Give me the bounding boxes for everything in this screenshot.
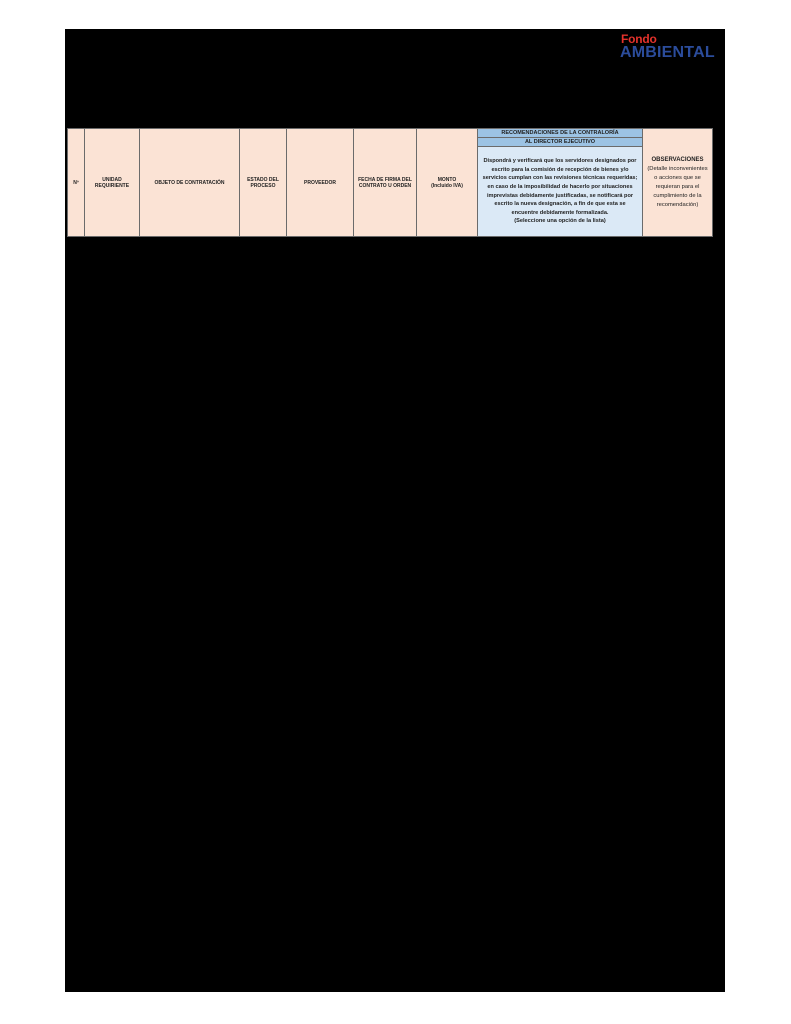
- header-proveedor: PROVEEDOR: [287, 129, 354, 237]
- recomendaciones-title: RECOMENDACIONES DE LA CONTRALORÍA: [478, 129, 643, 138]
- contract-table-grid: [67, 128, 713, 237]
- header-monto-sub: (Incluido IVA): [431, 182, 463, 189]
- recomendaciones-body: [478, 147, 643, 237]
- header-monto-label: MONTO: [437, 176, 457, 183]
- header-unidad-requiriente: UNIDAD REQUIRIENTE: [85, 129, 140, 237]
- header-objeto-contratacion: OBJETO DE CONTRATACIÓN: [140, 129, 240, 237]
- header-fecha-firma: FECHA DE FIRMA DEL CONTRATO U ORDEN: [354, 129, 417, 237]
- logo-line-2: AMBIENTAL: [620, 44, 715, 61]
- contract-table: [67, 128, 712, 237]
- observaciones-title: OBSERVACIONES: [651, 156, 704, 163]
- header-estado-proceso: ESTADO DEL PROCESO: [240, 129, 287, 237]
- header-num: Nº: [68, 129, 85, 237]
- logo-line-1: Fondo: [621, 32, 657, 46]
- header-monto: [417, 129, 478, 237]
- fondo-ambiental-logo: [619, 33, 723, 63]
- observaciones-header: [643, 129, 713, 237]
- recomendaciones-note: (Seleccione una opción de la lista): [514, 218, 606, 225]
- recomendaciones-text: Dispondrá y verificará que los servidores designados por escrito para la comisión de recepción de bienes y/o servicios cumplan con las revisiones técnicas requeridas; en caso de la imposibilidad de hacerlo por situaciones imprevistas debidamente justificadas, se notificará por escrito la nueva designación, a fin de que esta se encuentre debidamente formalizada.: [482, 158, 638, 216]
- recomendaciones-subtitle: AL DIRECTOR EJECUTIVO: [478, 138, 643, 147]
- observaciones-body: (Detalle inconvenientes o acciones que se requieran para el cumplimiento de la recomendación): [647, 165, 708, 208]
